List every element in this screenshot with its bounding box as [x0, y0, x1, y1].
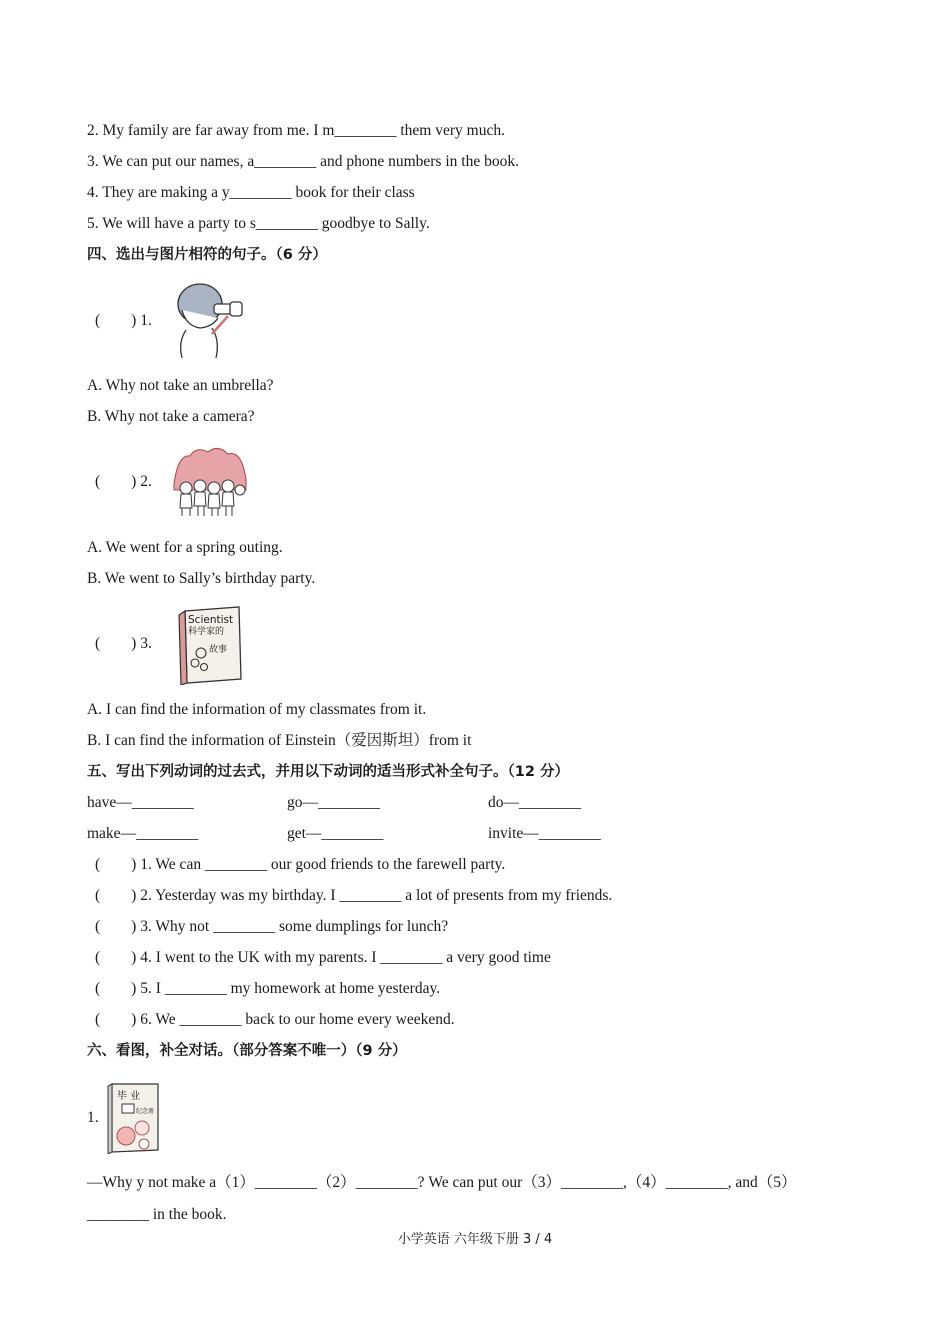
s4-item1-prefix: ( ) 1. — [95, 312, 152, 329]
verb-have: have—________ — [87, 794, 194, 811]
fill-in-q2: 2. My family are far away from me. I m________ them very much. — [87, 122, 505, 139]
fill-in-q5: 5. We will have a party to s________ goodbye to Sally. — [87, 215, 430, 232]
section6-heading: 六、看图，补全对话。（部分答案不唯一）（9 分） — [87, 1043, 407, 1059]
verb-get: get—________ — [287, 825, 384, 842]
s6-item-number: 1. — [87, 1109, 99, 1126]
book-subtitle2-text: 故事 — [209, 645, 228, 655]
s4-item3-option-b: B. I can find the information of Einstein（爱因斯坦）from it — [87, 732, 472, 749]
s4-item2-option-b: B. We went to Sally’s birthday party. — [87, 570, 316, 587]
fill-in-q3: 3. We can put our names, a________ and phone numbers in the book. — [87, 153, 519, 170]
verb-go: go—________ — [287, 794, 380, 811]
s4-item1-option-a: A. Why not take an umbrella? — [87, 377, 274, 394]
s4-item2-option-a: A. We went for a spring outing. — [87, 539, 283, 556]
s5-sentence-3: ( ) 3. Why not ________ some dumplings for lunch? — [95, 918, 449, 935]
s4-item3-option-a: A. I can find the information of my classmates from it. — [87, 701, 427, 718]
page-footer: 小学英语 六年级下册 3 / 4 — [397, 1232, 553, 1247]
section5-heading: 五、写出下列动词的过去式，并用以下动词的适当形式补全句子。（12 分） — [87, 764, 569, 780]
s5-sentence-2: ( ) 2. Yesterday was my birthday. I ________ a lot of presents from my friends. — [95, 887, 613, 904]
spring-outing-image — [172, 444, 248, 520]
fill-in-q4: 4. They are making a y________ book for their class — [87, 184, 415, 201]
s5-sentence-5: ( ) 5. I ________ my homework at home yesterday. — [95, 980, 441, 997]
verb-make: make—________ — [87, 825, 199, 842]
book-subtitle-text: 科学家的 — [188, 627, 225, 637]
s6-dialog-line2: ________ in the book. — [87, 1206, 227, 1223]
s5-sentence-4: ( ) 4. I went to the UK with my parents. I ________ a very good time — [95, 949, 551, 966]
boy-binoculars-image — [172, 280, 246, 360]
verb-invite: invite—________ — [488, 825, 601, 842]
graduation-book-image — [106, 1082, 162, 1154]
book-memorial-text: 纪念册 — [136, 1108, 155, 1115]
verb-do: do—________ — [488, 794, 581, 811]
section4-heading: 四、选出与图片相符的句子。（6 分） — [87, 247, 327, 263]
book-graduation-text: 毕 业 — [117, 1091, 141, 1102]
s5-sentence-1: ( ) 1. We can ________ our good friends to the farewell party. — [95, 856, 506, 873]
s6-dialog-line1: —Why y not make a（1）________（2）________? We can put our（3）________,（4）________, and（5） — [87, 1174, 797, 1191]
s4-item1-option-b: B. Why not take a camera? — [87, 408, 255, 425]
book-title-text: Scientist — [188, 614, 234, 626]
s4-item2-prefix: ( ) 2. — [95, 473, 152, 490]
scientist-book-image — [177, 605, 245, 685]
s4-item3-prefix: ( ) 3. — [95, 635, 152, 652]
s5-sentence-6: ( ) 6. We ________ back to our home every weekend. — [95, 1011, 455, 1028]
